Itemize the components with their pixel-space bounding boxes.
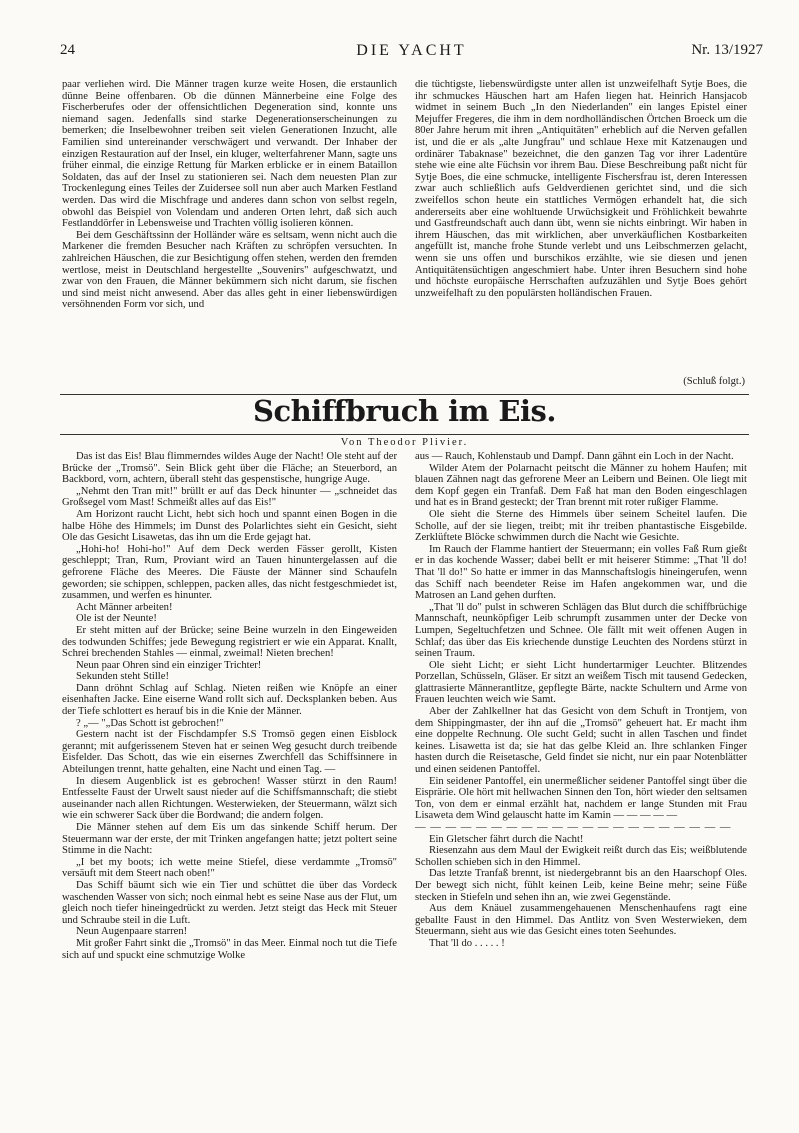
paragraph: Acht Männer arbeiten! (76, 601, 173, 613)
top-left-column (62, 79, 397, 359)
paragraph: Aus dem Knäuel zusammengehauenen Menschenhaufens ragt eine geballte Faust in den Himmel. Das Antlitz von Sven Westerwieken, dem Steuermann, sieht aus wie das Gesicht eines toten Seehundes. (415, 903, 747, 938)
article-byline: Von Theodor Plivier. (340, 437, 469, 448)
article-title: Schiffbruch im Eis. (253, 394, 556, 428)
paragraph: paar verliehen wird. Die Männer tragen kurze weite Hosen, die erstaunlich dünne Beine offenbaren. Ob die dünnen Männerbeine eine Folge des Fischerberufes oder der offensichtlichen Degeneration sind, konnte uns niemand sagen. Jedenfalls sind starke Degenerationserscheinungen zu bemerken; die Inselbewohner treiben seit vielen Generationen Inzucht, alle Familien sind untereinander verschwägert und verwandt. Der Inhaber der einzigen Restauration auf der Insel, ein kluger, welterfahrener Mann, sagte uns früher einmal, die einzige Rettung für Marken erblicke er in einem Bataillon Soldaten, das auf der Insel zu stationieren sei. Nach dem neuesten Plan zur Trockenlegung eines Teiles der Zuidersee soll nun aber auch Marken Festland werden. Das wird die Mischfrage und anderes dann schon von selbst regeln, obwohl das Beispiel von Volendam und anderen Orten lehrt, daß sich auch Festlanddörfer in Lebensweise und Trachten völlig isolieren können. (62, 79, 397, 230)
page-header (60, 40, 763, 64)
article-right-column (415, 451, 747, 1091)
paragraph: Ole sieht die Sterne des Himmels über seinem Scheitel laufen. Die Scholle, auf der sie liegen, treibt; mit ihr treiben phantastische Eisgebilde. Zerklüftete Blöcke schwimmen durch die Nacht wie Gesichte. (415, 508, 747, 544)
issue-number: Nr. 13/1927 (691, 42, 763, 58)
paragraph: Neun Augenpaare starren! (76, 926, 188, 938)
paragraph: „That 'll do" pulst in schweren Schlägen das Blut durch die schiffbrüchige Mannschaft, neunköpfiger Leib schrumpft zusammen unter der Decke von Lumpen, Segeltuchfetzen und Schnee. Ole fällt mit weit offenen Augen in Schlaf; das über das Eis kriechende dunstige Leuchten des Nordens stürzt in seinen Traum. (415, 601, 747, 660)
paragraph: Mit großer Fahrt sinkt die „Tromsö" in das Meer. Einmal noch tut die Tiefe sich auf und spuckt eine schmutzige Wolke (62, 937, 397, 961)
paragraph: Aber der Zahlkellner hat das Gesicht von dem Schuft in Trontjem, von dem Shippingmaster, der ihn auf die „Tromsö" geheuert hat. Er macht ihm eine doppelte Rechnung. Ole sucht Geld; sucht in allen Taschen und findet keines. Lisawetta ist da; sie hat das gelbe Kleid an. Ihre schlanken Finger hasten durch die Reisetasche, Geld findet sie nicht, nur ein paar Notenblätter und einen seidenen Pantoffel. (415, 706, 747, 776)
journal-title: DIE YACHT (356, 42, 467, 59)
continued-note: (Schluß folgt.) (683, 376, 745, 387)
paragraph: „Nehmt den Tran mit!" brüllt er auf das Deck hinunter — „schneidet das Großsegel vom Mast! Schmeißt alles auf das Eis!" (62, 485, 397, 509)
paragraph: Sekunden steht Stille! (76, 671, 169, 683)
paragraph: Riesenzahn aus dem Maul der Ewigkeit reißt durch das Eis; weißblutende Schollen schieben sich in den Himmel. (415, 845, 747, 868)
paragraph: Das ist das Eis! Blau flimmerndes wildes Auge der Nacht! Ole steht auf der Brücke der „Tromsö". Sein Blick geht über die Fläche; an Steuerbord, an Backbord, vorn, achtern, überall steht das gespenstische, hungrige Auge. (62, 451, 397, 486)
paragraph: „Hohi-ho! Hohi-ho!" Auf dem Deck werden Fässer gerollt, Kisten geschleppt; Tran, Rum, Proviant wird an Tauen hinuntergelassen auf die gefrorene Fläche des Meeres. Die Fäuste der Männer sind Schaufeln geworden; sie schippen, schleppen, packen alles, das nicht festgeschmiedet ist, zusammen, und werfen es hinunter. (62, 543, 397, 602)
paragraph: Wilder Atem der Polarnacht peitscht die Männer zu hohem Haufen; mit blauen Zähnen nagt das gefrorene Meer an Leibern und Beinen. Ole liegt mit dem Kopf gegen ein Tranfaß. Dem Faß hat man den Boden eingeschlagen und hat es in Brand gesteckt; der Tran brennt mit roter rußiger Flamme. (415, 462, 747, 509)
paragraph: In diesem Augenblick ist es gebrochen! Wasser stürzt in den Raum! Entfesselte Faust der Urwelt saust nieder auf die Schiffsmannschaft; die stiebt auseinander nach allen Richtungen. Westerwieken, der Steuermann, wälzt sich wie ein schwerer Sack über die Bordwand; die andern folgen. (62, 775, 397, 822)
paragraph: Ole ist der Neunte! (76, 613, 157, 625)
paragraph: Ein seidener Pantoffel, ein unermeßlicher seidener Pantoffel singt über die Eisprärie. Ole hört mit hellwachen Sinnen den Ton, hört wieder den seltsamen Ton, von dem er einmal erzählt hat, nachdem er lange Stunden mit Frau Lisaweta dem Wind gelauscht hatte im Kamin — — — — — (415, 775, 747, 822)
page-number: 24 (60, 42, 75, 58)
paragraph: Das Schiff bäumt sich wie ein Tier und schüttet die über das Vordeck waschenden Wasser von sich; noch einmal hebt es seine Nase aus der Flut, um gleich noch tiefer hineingedrückt zu werden. Jetzt steigt das Heck mit Steuer und Schraube steil in die Luft. (62, 879, 397, 926)
paragraph: aus — Rauch, Kohlenstaub und Dampf. Dann gähnt ein Loch in der Nacht. (415, 451, 734, 462)
paragraph: Neun paar Ohren sind ein einziger Trichter! (76, 659, 262, 671)
section-break: — — — — — — — — — — — — — — — — — — — — — (415, 822, 732, 833)
paragraph: That 'll do . . . . . ! (429, 937, 505, 949)
paragraph: Ole sieht Licht; er sieht Licht hundertarmiger Leuchter. Blitzendes Porzellan, Schüsseln, Gläser. Er sitzt an weißem Tisch mit tausend Gedecken, glattrasierte Männerantlitze, gepflegte Bärte, nackte Schultern und Arme von Frauen leuchten weich wie Samt. (415, 659, 747, 706)
paragraph: Er steht mitten auf der Brücke; seine Beine wurzeln in den Eingeweiden des todwunden Schiffes; jede Bewegung registriert er wie ein Apparat. Knallt, Schrei brechenden Stahles — einmal, zweimal! Nieten brechen! (62, 624, 397, 660)
paragraph: „I bet my boots; ich wette meine Stiefel, diese verdammte „Tromsö" versäuft mit dem Steert nach oben!" (62, 856, 397, 880)
paragraph: die tüchtigste, liebenswürdigste unter allen ist unzweifelhaft Sytje Boes, die ihr schmuckes Häuschen hart am Hafen liegen hat. Heinrich Hansjacob widmet in seinem Buch „In den Niederlanden" ein langes Epistel einer Mejuffer Fregeres, die ihm in dem nordholländischen Örtchen Broeck um die 80er Jahre herum mit ihren „Antiquitäten" erheblich auf die Nerven gefallen ist, und die er als „alte Jungfrau" und schlaue Hexe mit Katzenaugen und ordinärer Tabaknase" bezeichnet, die den ganzen Tag vor ihrer Ladentüre stehe wie eine alte Füchsin vor ihrem Bau. Diese Beschreibung paßt nicht für Sytje Boes, die eine schmucke, intelligente Fischersfrau ist, deren Interessen zwar auch schließlich aufs Geldverdienen gerichtet sind, und die sich zweifellos schon heute ein stattliches Vermögen erhandelt hat, die sich andererseits aber eine wohltuende Urwüchsigkeit und Fröhlichkeit bewahrte und Gastfreundschaft auch dann übt, wenn sie nichts einbringt. Wir haben in ihrem Häuschen, das mit wirklichen, aber unverkäuflichen Kostbarkeiten angefüllt ist, manche frohe Stunde verlebt und uns Leibschmerzen gelacht, wenn sie uns offen und burschikos erzählte, wie sie diesen und jenen Antiquitätensüchtigen angeschmiert habe. Unter ihren Besuchern sind hohe und höchste europäische Herrschaften aufzuzählen und Sytje Boes gehört unzweifelhaft zu den populärsten holländischen Frauen. (415, 79, 747, 299)
paragraph: Dann dröhnt Schlag auf Schlag. Nieten reißen wie Knöpfe an einer eisenhaften Jacke. Eine eiserne Wand rollt sich auf. Decksplanken beben. Aus der Tiefe schlottert es herauf bis in die Knie der Männer. (62, 682, 397, 718)
divider-line (60, 434, 749, 435)
paragraph: Gestern nacht ist der Fischdampfer S.S Tromsö gegen einen Eisblock gerannt; mit aufgerissenem Steven hat er seinen Weg gesucht durch treibende Eisfelder. Das Schott, das wie ein eisernes Zwerchfell das Schiffsinnere in Abteilungen trennt, hatte gehalten, eine Nacht und einen Tag. — (62, 729, 397, 776)
paragraph: ? „— "„Das Schott ist gebrochen!" (76, 717, 224, 729)
top-right-column (415, 79, 747, 359)
paragraph: Bei dem Geschäftssinn der Holländer wäre es seltsam, wenn nicht auch die Markener die fremden Besucher nach Kräften zu schröpfen versuchten. In zahlreichen Häuschen, die zur Besichtigung offen stehen, werden den fremden wertlose, meist in Deutschland hergestellte „Souvenirs" aufgeschwatzt, und zwar von den Frauen, die Männer bekümmern sich nicht darum, sie fischen und sind meist nicht anwesend. Aber das alles geht in einer liebenswürdigen versöhnenden Form vor sich, und (62, 229, 397, 311)
paragraph: Am Horizont raucht Licht, hebt sich hoch und spannt einen Bogen in die halbe Höhe des Himmels; im Dunst des Polarlichtes sieht ein Gesicht, sieht Ole das Gesicht Lisawetas, das ihn um die Erde gejagt hat. (62, 508, 397, 544)
article-left-column (62, 451, 397, 1091)
paragraph: Das letzte Tranfaß brennt, ist niedergebrannt bis an den Haarschopf Oles. Der bewegt sich nicht, fühlt keinen Leib, keine Beine mehr; seine Füße stecken in Stiefeln und sehen ihn an, wie zwei Gegenstände. (415, 868, 747, 903)
paragraph: Im Rauch der Flamme hantiert der Steuermann; ein volles Faß Rum gießt er in das kochende Wasser; dabei bellt er mit heiserer Stimme: „That 'll do! That 'll do!" So hatte er immer in das Mannschaftslogis hineingerufen, wenn das Schiff nach beendeter Reise im Hafen angekommen war, und die Matrosen an Land gehen durften. (415, 543, 747, 602)
paragraph: Die Männer stehen auf dem Eis um das sinkende Schiff herum. Der Steuermann war der erste, der mit Trinken angefangen hatte; jetzt poltert seine Stimme in die Nacht: (62, 822, 397, 857)
paragraph: Ein Gletscher fährt durch die Nacht! (429, 833, 584, 845)
